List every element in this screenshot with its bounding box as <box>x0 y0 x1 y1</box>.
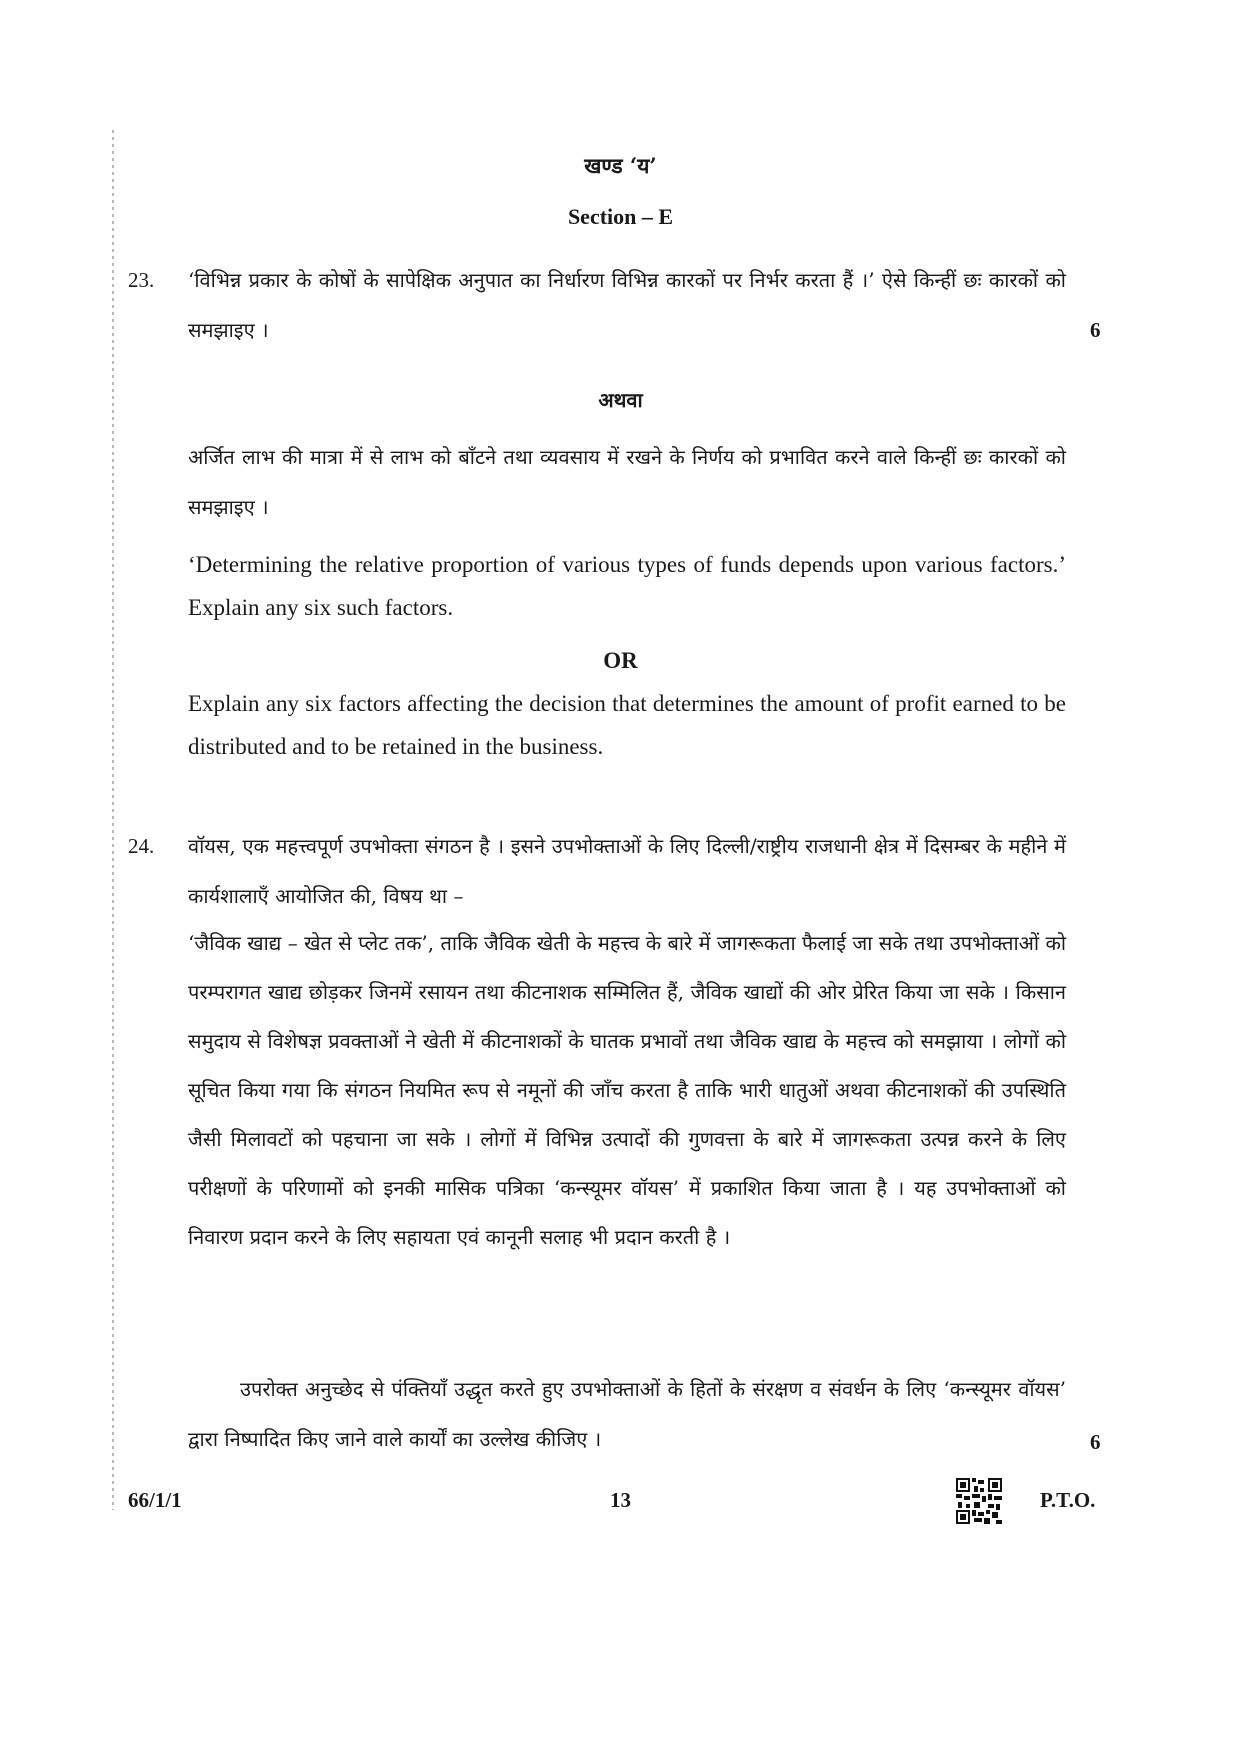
q23-or-hindi: अथवा <box>598 388 643 412</box>
q24-paragraph-2: ‘जैविक खाद्य – खेत से प्लेट तक’, ताकि जैविक खेती के महत्त्व के बारे में जागरूकता फैलाई जा सके तथा उपभोक्ताओं को परम्परागत खाद्य छोड़कर जिनमें रसायन तथा कीटनाशक सम्मिलित हैं, जैविक खाद्यों की ओर प्रेरित किया जा सके । किसान समुदाय से विशेषज्ञ प्रवक्ताओं ने खेती में कीटनाशकों के घातक प्रभावों तथा जैविक खाद्य के महत्त्व को समझाया । लोगों को सूचित किया गया कि संगठन नियमित रूप से नमूनों की जाँच करता है ताकि भारी धातुओं अथवा कीटनाशकों की उपस्थिति जैसी मिलावटों को पहचाना जा सके । लोगों में विभिन्न उत्पादों की गुणवत्ता के बारे में जागरूकता उत्पन्न करने के लिए परीक्षणों के परिणामों को इनकी मासिक पत्रिका ‘कन्स्यूमर वॉयस’ में प्रकाशित किया जाता है । यह उपभोक्ताओं को निवारण प्रदान करने के लिए सहायता एवं कानूनी सलाह भी प्रदान करती है । <box>188 931 1066 1249</box>
page-number: 13 <box>610 1488 631 1512</box>
q23-english-question: ‘Determining the relative proportion of various types of funds depends upon various factors.’ Explain any six such factors. <box>188 552 1066 620</box>
q23-or-english: OR <box>603 648 638 673</box>
question-number-23: 23. <box>128 268 155 292</box>
margin-barcode-strip <box>112 130 114 1510</box>
q23-marks: 6 <box>1090 318 1101 342</box>
paper-code: 66/1/1 <box>128 1488 182 1512</box>
q23-hindi-alternative: अर्जित लाभ की मात्रा में से लाभ को बाँटने तथा व्यवसाय में रखने के निर्णय को प्रभावित करने वाले किन्हीं छः कारकों को समझाइए । <box>188 445 1066 519</box>
q23-english-alternative: Explain any six factors affecting the decision that determines the amount of profit earned to be distributed and to be retained in the business. <box>188 691 1066 759</box>
q24-paragraph-3: उपरोक्त अनुच्छेद से पंक्तियाँ उद्धृत करते हुए उपभोक्ताओं के हितों के संरक्षण व संवर्धन के लिए ‘कन्स्यूमर वॉयस’ द्वारा निष्पादित किए जाने वाले कार्यों का उल्लेख कीजिए । <box>188 1377 1066 1451</box>
q24-marks: 6 <box>1090 1430 1101 1454</box>
pto-label: P.T.O. <box>1040 1488 1096 1512</box>
q24-paragraph-1: वॉयस, एक महत्त्वपूर्ण उपभोक्ता संगठन है । इसने उपभोक्ताओं के लिए दिल्ली/राष्ट्रीय राजधानी क्षेत्र में दिसम्बर के महीने में कार्यशालाएँ आयोजित की, विषय था – <box>188 834 1066 908</box>
section-title-english: Section – E <box>567 204 674 229</box>
section-title-hindi: खण्ड ‘य’ <box>584 153 657 178</box>
question-number-24: 24. <box>128 834 155 858</box>
qr-code-icon <box>956 1478 1002 1524</box>
q23-hindi-question: ‘विभिन्न प्रकार के कोषों के सापेक्षिक अनुपात का निर्धारण विभिन्न कारकों पर निर्भर करता हैं ।’ ऐसे किन्हीं छः कारकों को समझाइए । <box>188 268 1066 342</box>
